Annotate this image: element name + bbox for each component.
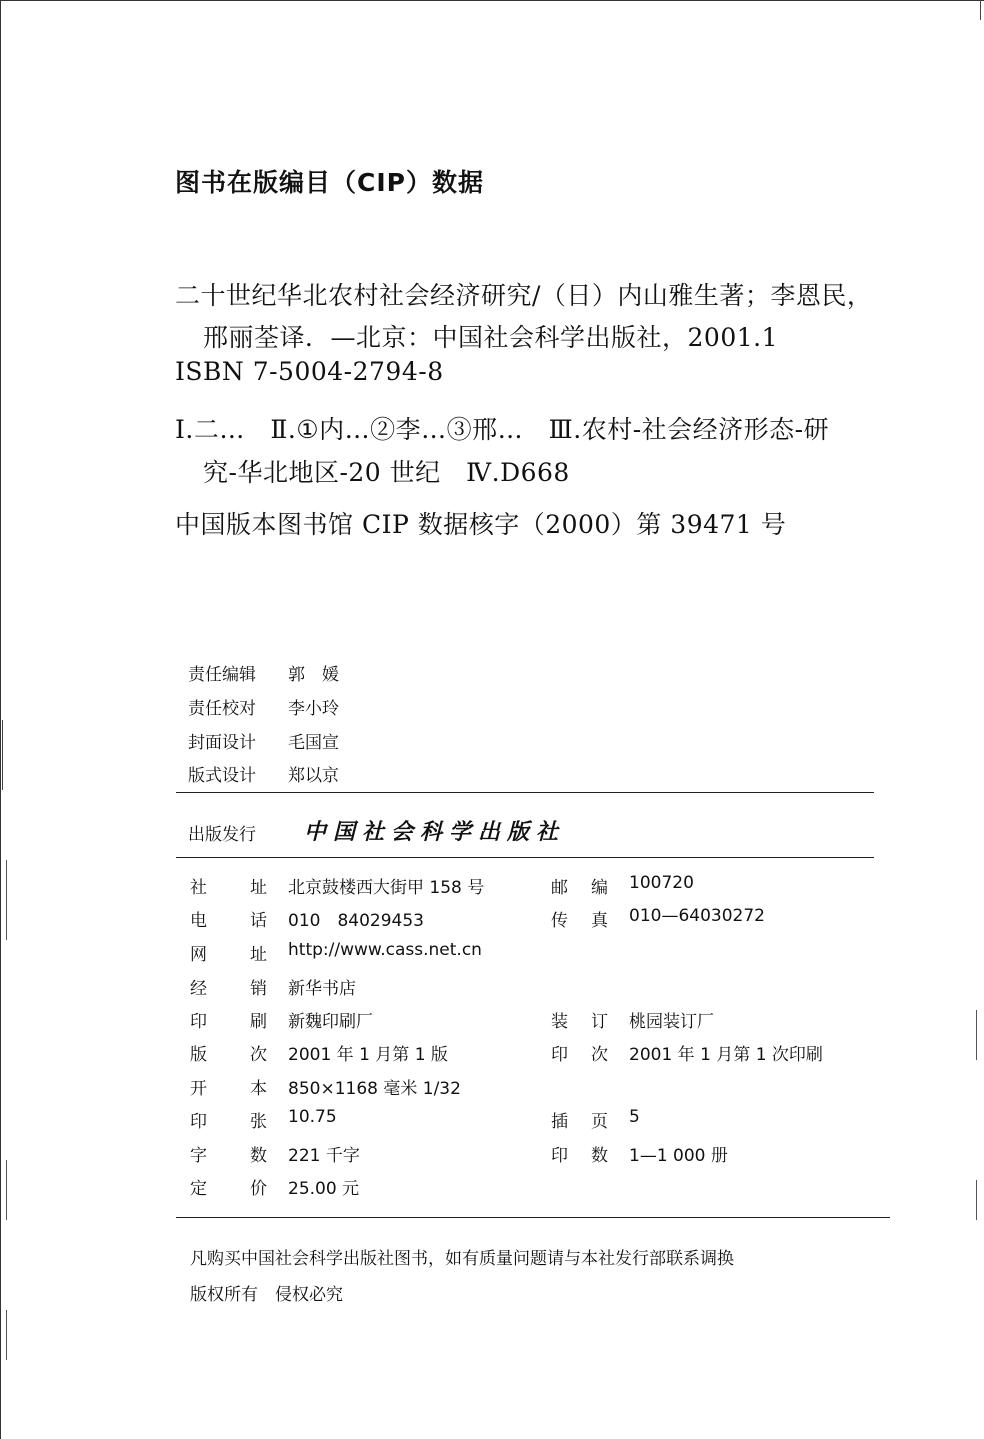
staff-value: 毛国宣 <box>288 733 339 753</box>
divider-rule <box>176 792 874 793</box>
cip-title-line: 二十世纪华北农村社会经济研究/（日）内山雅生著；李恩民， <box>175 281 873 310</box>
scan-artifact <box>6 1310 7 1360</box>
info-value: 221 千字 <box>288 1146 360 1166</box>
scan-artifact <box>976 1010 977 1060</box>
info-key: 印 <box>551 1146 568 1166</box>
cip-translator-line: 邢丽荃译．—北京：中国社会科学出版社，2001.1 <box>203 323 778 352</box>
info-key: 社 <box>190 878 207 898</box>
divider-rule <box>176 857 874 858</box>
info-key: 销 <box>250 979 267 999</box>
info-key: 网 <box>190 945 207 965</box>
info-value: 5 <box>629 1107 640 1127</box>
info-key: 印 <box>190 1012 207 1032</box>
info-key: 定 <box>190 1179 207 1199</box>
info-key: 价 <box>250 1179 267 1199</box>
staff-value: 郑以京 <box>288 766 339 786</box>
info-key: 印 <box>551 1045 568 1065</box>
info-key: 话 <box>250 911 267 931</box>
info-value: 桃园装订厂 <box>629 1012 714 1032</box>
cip-record-number: 中国版本图书馆 CIP 数据核字（2000）第 39471 号 <box>175 510 787 539</box>
info-key: 数 <box>591 1146 608 1166</box>
divider-rule <box>176 1217 890 1218</box>
info-key: 刷 <box>250 1012 267 1032</box>
info-key: 经 <box>190 979 207 999</box>
info-key: 装 <box>551 1012 568 1032</box>
publisher-name: 中国社会科学出版社 <box>304 819 566 845</box>
info-value: 2001 年 1 月第 1 次印刷 <box>629 1045 823 1065</box>
cip-subject-line-2: 究-华北地区-20 世纪 Ⅳ.D668 <box>203 458 570 487</box>
info-value: 850×1168 毫米 1/32 <box>288 1079 461 1099</box>
info-key: 次 <box>591 1045 608 1065</box>
staff-label: 封面设计 <box>188 733 256 753</box>
info-key: 编 <box>591 878 608 898</box>
info-key: 次 <box>250 1045 267 1065</box>
info-value: 北京鼓楼西大街甲 158 号 <box>288 878 485 898</box>
cip-isbn-line: ISBN 7-5004-2794-8 <box>175 357 444 386</box>
info-value: 1—1 000 册 <box>629 1146 728 1166</box>
staff-label: 版式设计 <box>188 766 256 786</box>
info-key: 址 <box>250 878 267 898</box>
scan-artifact <box>6 860 7 940</box>
staff-value: 李小玲 <box>288 699 339 719</box>
info-value: 新华书店 <box>288 979 356 999</box>
info-value: 10.75 <box>288 1107 337 1127</box>
scan-artifact <box>976 1180 977 1220</box>
info-key: 数 <box>250 1146 267 1166</box>
staff-label: 责任校对 <box>188 699 256 719</box>
info-value: 100720 <box>629 873 694 893</box>
info-key: 印 <box>190 1112 207 1132</box>
cip-subject-line: Ⅰ.二… Ⅱ.①内…②李…③邢… Ⅲ.农村-社会经济形态-研 <box>175 415 830 444</box>
scan-artifact <box>6 1160 7 1220</box>
info-key: 开 <box>190 1079 207 1099</box>
info-key: 真 <box>591 911 608 931</box>
scan-artifact <box>2 720 3 790</box>
info-key: 插 <box>551 1112 568 1132</box>
info-value: 010 84029453 <box>288 911 424 931</box>
staff-label: 责任编辑 <box>188 665 256 685</box>
scan-artifact <box>980 0 981 20</box>
info-value: 25.00 元 <box>288 1179 360 1199</box>
info-key: 邮 <box>551 878 568 898</box>
info-key: 字 <box>190 1146 207 1166</box>
info-key: 址 <box>250 945 267 965</box>
info-key: 页 <box>591 1112 608 1132</box>
scan-left-edge <box>0 0 1 1439</box>
info-value: 新魏印刷厂 <box>288 1012 373 1032</box>
info-key: 张 <box>250 1112 267 1132</box>
info-key: 本 <box>250 1079 267 1099</box>
info-value: 2001 年 1 月第 1 版 <box>288 1045 448 1065</box>
publisher-label: 出版发行 <box>188 825 256 845</box>
info-key: 版 <box>190 1045 207 1065</box>
info-value: 010—64030272 <box>629 906 765 926</box>
copyright-notice: 版权所有 侵权必究 <box>190 1285 343 1305</box>
info-key: 传 <box>551 911 568 931</box>
info-value: http://www.cass.net.cn <box>288 940 482 960</box>
scan-top-edge <box>0 0 984 1</box>
staff-value: 郭 媛 <box>288 665 339 685</box>
quality-notice: 凡购买中国社会科学出版社图书，如有质量问题请与本社发行部联系调换 <box>190 1249 734 1269</box>
info-key: 电 <box>190 911 207 931</box>
cip-heading: 图书在版编目（CIP）数据 <box>175 168 484 197</box>
info-key: 订 <box>591 1012 608 1032</box>
